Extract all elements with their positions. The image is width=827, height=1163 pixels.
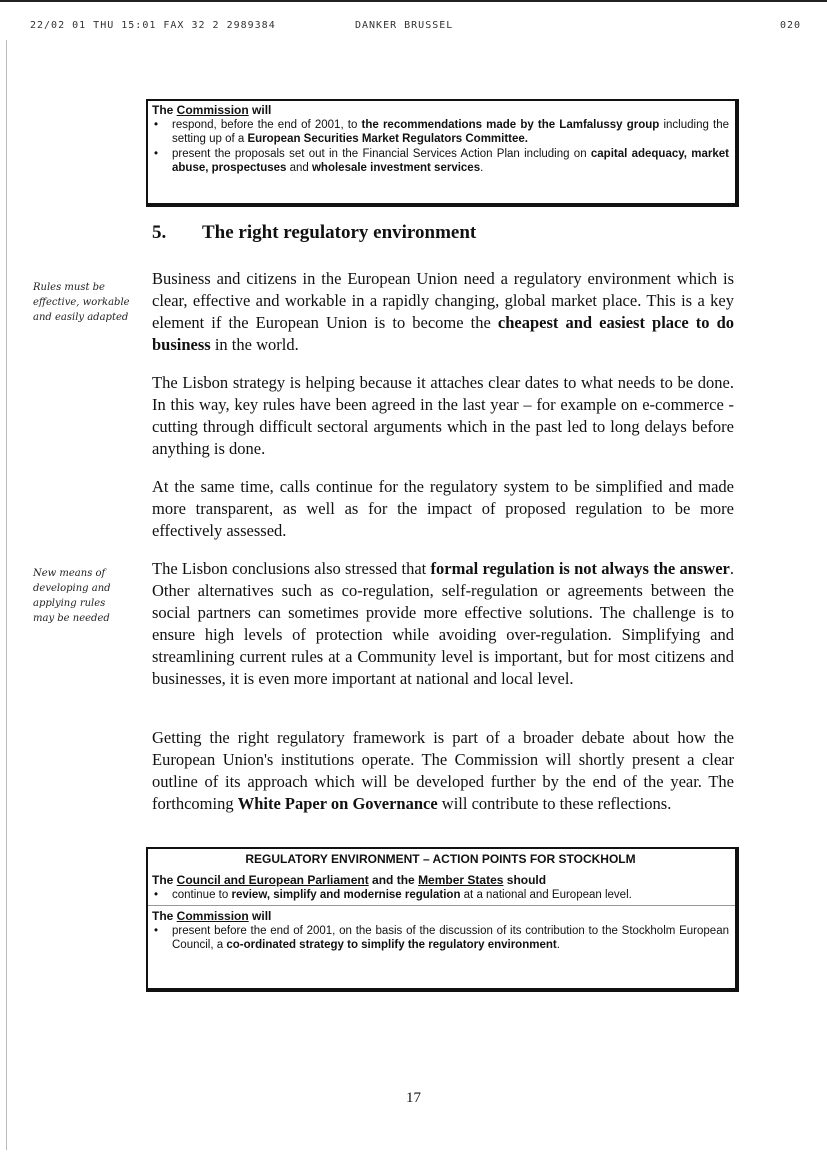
- paragraph-5: Getting the right regulatory framework is part of a broader debate about how the European Union's institutions operate. The Commission will shortly present a clear outline of its approach which will be developed further by the end of the year. The forthcoming White Paper on Governance will contribute to these reflections.: [152, 728, 734, 813]
- box2-group2-intro: The Commission will: [152, 909, 272, 923]
- box1-subject: Commission: [176, 103, 249, 117]
- action-points-box: [146, 847, 739, 992]
- paragraph-1: Business and citizens in the European Union need a regulatory environment which is clear, effective and workable in a rapidly changing, global market place. This is a key element if the European Union is to become the cheapest and easiest place to do business in the world.: [152, 269, 734, 354]
- paragraph-3: At the same time, calls continue for the regulatory system to be simplified and made more transparent, as well as for the impact of proposed regulation to be more effectively assessed.: [152, 477, 734, 540]
- section-number: 5.: [152, 222, 167, 243]
- box2-group1-item: • continue to review, simplify and modernise regulation at a national and European level.: [152, 888, 729, 903]
- section-heading: [152, 222, 476, 244]
- action-points-title: REGULATORY ENVIRONMENT – ACTION POINTS FOR STOCKHOLM: [245, 852, 636, 866]
- margin-note-rules: Rules must be effective, workable and easily adapted: [33, 282, 130, 323]
- margin-rule: [6, 40, 7, 1150]
- section-title: The right regulatory environment: [202, 222, 477, 243]
- margin-note-new-means: New means of developing and applying rules may be needed: [33, 568, 111, 624]
- box2-group1-list: [152, 888, 729, 903]
- fax-header-center: DANKER BRUSSEL: [355, 20, 454, 31]
- fax-header: [0, 0, 827, 38]
- box2-group2-item: • present before the end of 2001, on the basis of the discussion of its contribution to the Stockholm European Council, a co-ordinated strategy to simplify the regulatory environment.: [152, 924, 729, 953]
- fax-header-right: 020: [780, 20, 802, 31]
- box1-intro: The Commission will: [152, 103, 272, 117]
- paragraph-2: The Lisbon strategy is helping because it attaches clear dates to what needs to be done. In this way, key rules have been agreed in the last year – for example on e-commerce - cutting through difficult sectoral arguments which in the past led to long delays before anything is done.: [152, 373, 734, 458]
- paragraph-4: The Lisbon conclusions also stressed that formal regulation is not always the answer. Other alternatives such as co-regulation, self-regulation or agreements between the social partners can sometimes provide more effective solutions. The challenge is to ensure high levels of protection while avoiding over-regulation. Simplifying and streamlining current rules at a Community level is important, but for most citizens and businesses, it is even more important at national and local level.: [152, 559, 734, 688]
- page-number: 17: [406, 1090, 421, 1106]
- box2-group2-list: [152, 924, 729, 953]
- box1-item: • present the proposals set out in the Financial Services Action Plan including on capital adequacy, market abuse, prospectuses and wholesale investment services.: [152, 147, 729, 176]
- box2-group1-intro: The Council and European Parliament and the Member States should: [152, 873, 547, 887]
- fax-header-left: 22/02 01 THU 15:01 FAX 32 2 2989384: [30, 20, 276, 31]
- commission-actions-box: [146, 99, 739, 207]
- box2-divider: [148, 905, 735, 906]
- box1-item: • respond, before the end of 2001, to the recommendations made by the Lamfalussy group including the setting up of a European Securities Market Regulators Committee.: [152, 118, 729, 147]
- box1-list: [152, 118, 729, 176]
